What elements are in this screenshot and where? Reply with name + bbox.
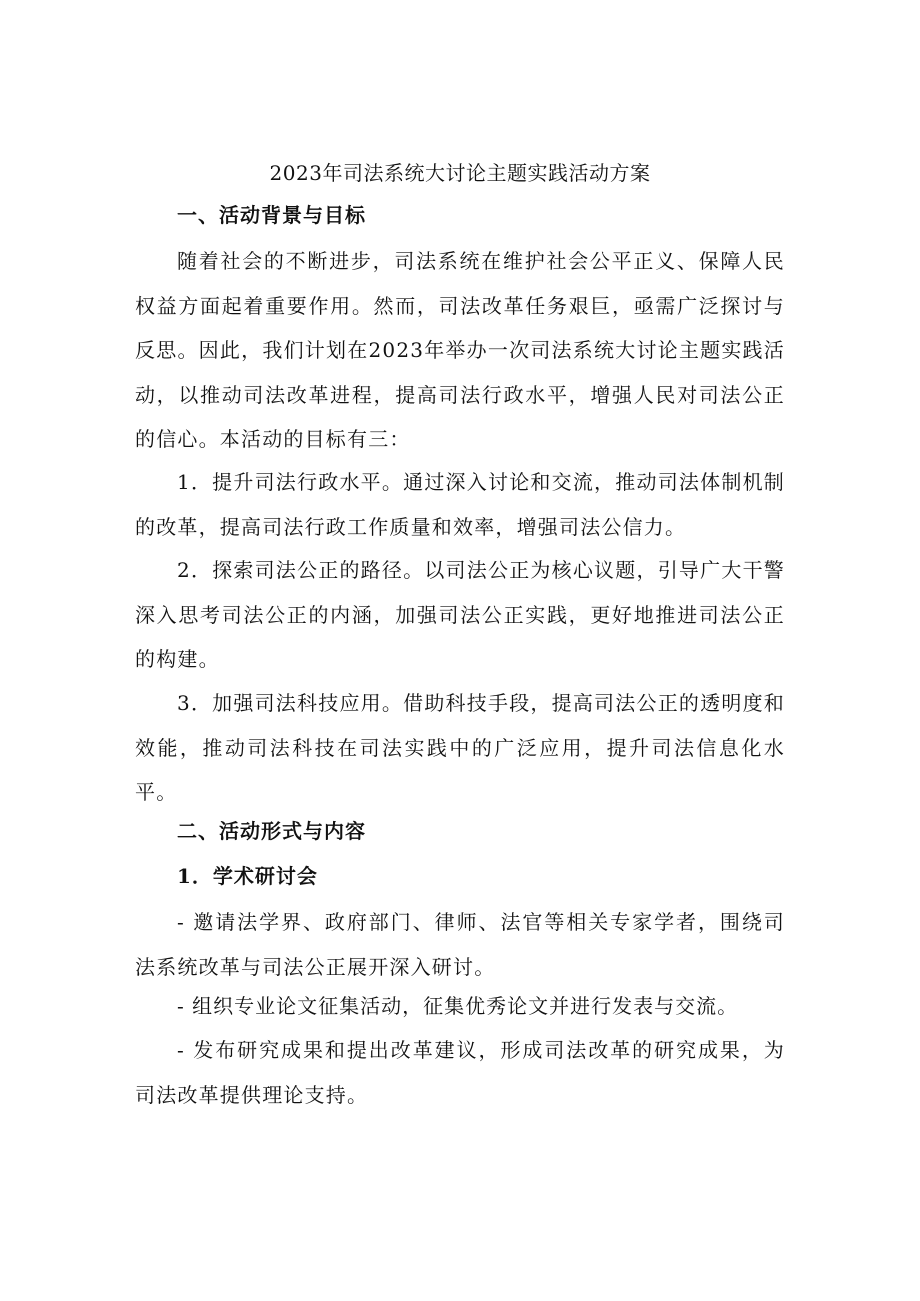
document-title: 2023年司法系统大讨论主题实践活动方案: [269, 161, 651, 185]
paragraph-background: 随着社会的不断进步，司法系统在维护社会公平正义、保障人民权益方面起着重要作用。然而，司法改革任务艰巨，亟需广泛探讨与反思。因此，我们计划在2023年举办一次司法系统大讨论主题实践活动，以推动司法改革进程，提高司法行政水平，增强人民对司法公正的信心。本活动的目标有三：: [135, 249, 785, 451]
subsection-heading-seminar: 1．学术研讨会: [177, 864, 318, 888]
section-heading-background-goals: 一、活动背景与目标: [177, 203, 366, 227]
goal-item-2: 2．探索司法公正的路径。以司法公正为核心议题，引导广大干警深入思考司法公正的内涵，加强司法公正实践，更好地推进司法公正的构建。: [135, 558, 785, 671]
section-heading-form-content: 二、活动形式与内容: [177, 819, 366, 843]
seminar-item-3: - 发布研究成果和提出改革建议，形成司法改革的研究成果，为司法改革提供理论支持。: [135, 1038, 785, 1107]
goal-item-1: 1．提升司法行政水平。通过深入讨论和交流，推动司法体制机制的改革，提高司法行政工作质量和效率，增强司法公信力。: [135, 470, 785, 539]
seminar-item-2: - 组织专业论文征集活动，征集优秀论文并进行发表与交流。: [177, 994, 739, 1018]
goal-item-3: 3．加强司法科技应用。借助科技手段，提高司法公正的透明度和效能，推动司法科技在司法实践中的广泛应用，提升司法信息化水平。: [135, 691, 785, 804]
seminar-item-1: - 邀请法学界、政府部门、律师、法官等相关专家学者，围绕司法系统改革与司法公正展开深入研讨。: [135, 910, 785, 979]
